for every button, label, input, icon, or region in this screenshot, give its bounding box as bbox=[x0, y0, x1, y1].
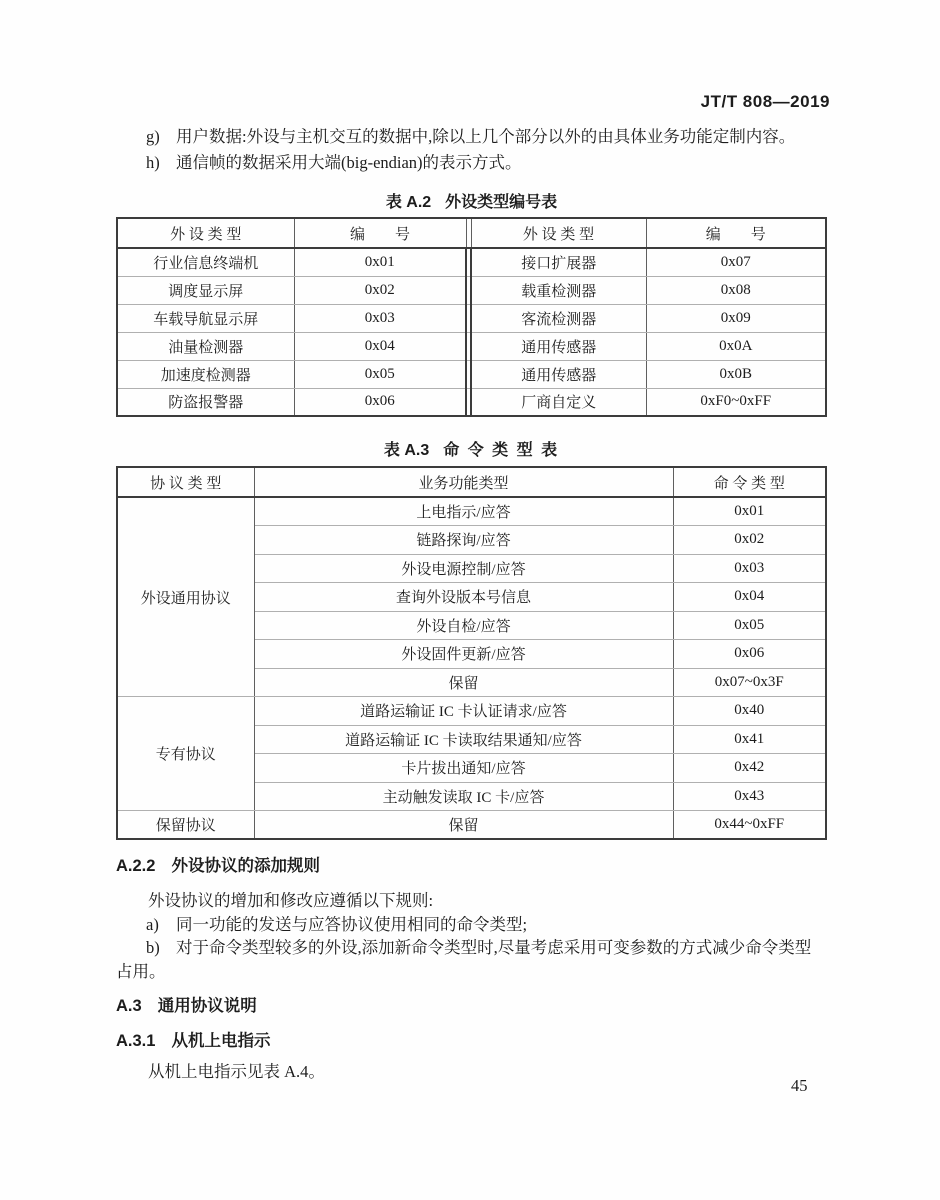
function-cell: 外设固件更新/应答 bbox=[254, 640, 673, 669]
function-cell: 主动触发读取 IC 卡/应答 bbox=[254, 782, 673, 811]
table-a2-title bbox=[116, 189, 827, 212]
table-row bbox=[117, 360, 826, 388]
column-header: 命 令 类 型 bbox=[673, 467, 826, 497]
list-item-text: 用户数据:外设与主机交互的数据中,除以上几个部分以外的由具体业务功能定制内容。 bbox=[176, 127, 796, 146]
command-cell: 0x44~0xFF bbox=[673, 811, 826, 840]
column-header: 外 设 类 型 bbox=[117, 218, 294, 248]
table-row bbox=[117, 811, 826, 840]
page-number: 45 bbox=[791, 1076, 808, 1095]
code-cell: 0xF0~0xFF bbox=[646, 388, 826, 416]
list-item-text: 同一功能的发送与应答协议使用相同的命令类型; bbox=[176, 914, 528, 934]
command-cell: 0x06 bbox=[673, 640, 826, 669]
paragraph: 外设协议的增加和修改应遵循以下规则: bbox=[148, 891, 434, 910]
intro-list bbox=[116, 124, 832, 176]
command-cell: 0x05 bbox=[673, 611, 826, 640]
table-row bbox=[117, 248, 826, 276]
function-cell: 上电指示/应答 bbox=[254, 497, 673, 526]
section-title: 从机上电指示 bbox=[171, 1032, 271, 1050]
protocol-group-cell: 保留协议 bbox=[117, 811, 254, 840]
table-row bbox=[117, 388, 826, 416]
function-cell: 外设电源控制/应答 bbox=[254, 554, 673, 583]
table-row bbox=[117, 304, 826, 332]
device-type-cell: 厂商自定义 bbox=[471, 388, 646, 416]
device-type-cell: 车载导航显示屏 bbox=[117, 304, 294, 332]
section-a3-heading bbox=[116, 992, 257, 1016]
code-cell: 0x09 bbox=[646, 304, 826, 332]
list-item-label: b) bbox=[146, 938, 160, 957]
section-title: 通用协议说明 bbox=[157, 997, 257, 1015]
column-header: 外 设 类 型 bbox=[471, 218, 646, 248]
device-type-cell: 防盗报警器 bbox=[117, 388, 294, 416]
list-item-label: h) bbox=[146, 153, 160, 172]
table-a3-title-text: 命 令 类 型 表 bbox=[443, 442, 560, 459]
table-a2-header-row bbox=[117, 218, 826, 248]
column-header: 协 议 类 型 bbox=[117, 467, 254, 497]
list-item-text: 对于命令类型较多的外设,添加新命令类型时,尽量考虑采用可变参数的方式减少命令类型 bbox=[176, 938, 812, 957]
code-cell: 0x0A bbox=[646, 332, 826, 360]
device-type-cell: 通用传感器 bbox=[471, 360, 646, 388]
code-cell: 0x01 bbox=[294, 248, 466, 276]
code-cell: 0x08 bbox=[646, 276, 826, 304]
command-cell: 0x43 bbox=[673, 782, 826, 811]
function-cell: 查询外设版本号信息 bbox=[254, 583, 673, 612]
command-cell: 0x04 bbox=[673, 583, 826, 612]
command-cell: 0x01 bbox=[673, 497, 826, 526]
standard-number: JT/T 808—2019 bbox=[700, 92, 830, 111]
table-a3-header-row bbox=[117, 467, 826, 497]
command-cell: 0x02 bbox=[673, 526, 826, 555]
function-cell: 道路运输证 IC 卡认证请求/应答 bbox=[254, 697, 673, 726]
table-row bbox=[117, 697, 826, 726]
command-cell: 0x40 bbox=[673, 697, 826, 726]
function-cell: 道路运输证 IC 卡读取结果通知/应答 bbox=[254, 725, 673, 754]
table-a3-title bbox=[116, 437, 827, 460]
command-cell: 0x42 bbox=[673, 754, 826, 783]
paragraph-continuation: 占用。 bbox=[116, 961, 166, 981]
list-item-g bbox=[116, 124, 832, 150]
section-number: A.3 bbox=[116, 997, 142, 1015]
table-row bbox=[117, 276, 826, 304]
table-a2-title-text: 外设类型编号表 bbox=[445, 194, 558, 211]
function-cell: 保留 bbox=[254, 811, 673, 840]
section-title: 外设协议的添加规则 bbox=[171, 857, 320, 875]
list-item-label: g) bbox=[146, 127, 160, 146]
section-a31-heading bbox=[116, 1027, 270, 1051]
device-type-cell: 客流检测器 bbox=[471, 304, 646, 332]
section-a22-heading bbox=[116, 852, 832, 876]
column-header: 编 号 bbox=[646, 218, 826, 248]
code-cell: 0x04 bbox=[294, 332, 466, 360]
table-row bbox=[117, 497, 826, 526]
command-cell: 0x41 bbox=[673, 725, 826, 754]
code-cell: 0x05 bbox=[294, 360, 466, 388]
code-cell: 0x0B bbox=[646, 360, 826, 388]
protocol-group-cell: 专有协议 bbox=[117, 697, 254, 811]
section-a22 bbox=[116, 852, 832, 983]
list-item-text: 通信帧的数据采用大端(big-endian)的表示方式。 bbox=[176, 153, 522, 172]
code-cell: 0x02 bbox=[294, 276, 466, 304]
command-cell: 0x03 bbox=[673, 554, 826, 583]
device-type-cell: 油量检测器 bbox=[117, 332, 294, 360]
device-type-cell: 加速度检测器 bbox=[117, 360, 294, 388]
column-header: 编 号 bbox=[294, 218, 466, 248]
table-a3 bbox=[116, 466, 827, 840]
function-cell: 外设自检/应答 bbox=[254, 611, 673, 640]
section-number: A.2.2 bbox=[116, 857, 156, 875]
command-cell: 0x07~0x3F bbox=[673, 668, 826, 697]
function-cell: 链路探询/应答 bbox=[254, 526, 673, 555]
device-type-cell: 载重检测器 bbox=[471, 276, 646, 304]
list-item-a bbox=[116, 913, 832, 937]
code-cell: 0x07 bbox=[646, 248, 826, 276]
device-type-cell: 通用传感器 bbox=[471, 332, 646, 360]
table-a2-title-label: 表 A.2 bbox=[385, 194, 432, 211]
protocol-group-cell: 外设通用协议 bbox=[117, 497, 254, 697]
list-item-label: a) bbox=[146, 914, 159, 934]
table-row bbox=[117, 332, 826, 360]
section-number: A.3.1 bbox=[116, 1032, 156, 1050]
column-header: 业务功能类型 bbox=[254, 467, 673, 497]
device-type-cell: 接口扩展器 bbox=[471, 248, 646, 276]
code-cell: 0x06 bbox=[294, 388, 466, 416]
section-a31-body: 从机上电指示见表 A.4。 bbox=[148, 1062, 325, 1081]
function-cell: 卡片拔出通知/应答 bbox=[254, 754, 673, 783]
device-type-cell: 调度显示屏 bbox=[117, 276, 294, 304]
list-item-b bbox=[116, 936, 832, 960]
function-cell: 保留 bbox=[254, 668, 673, 697]
table-a3-title-label: 表 A.3 bbox=[383, 442, 430, 459]
table-a2 bbox=[116, 217, 827, 417]
device-type-cell: 行业信息终端机 bbox=[117, 248, 294, 276]
list-item-h bbox=[116, 150, 832, 176]
code-cell: 0x03 bbox=[294, 304, 466, 332]
